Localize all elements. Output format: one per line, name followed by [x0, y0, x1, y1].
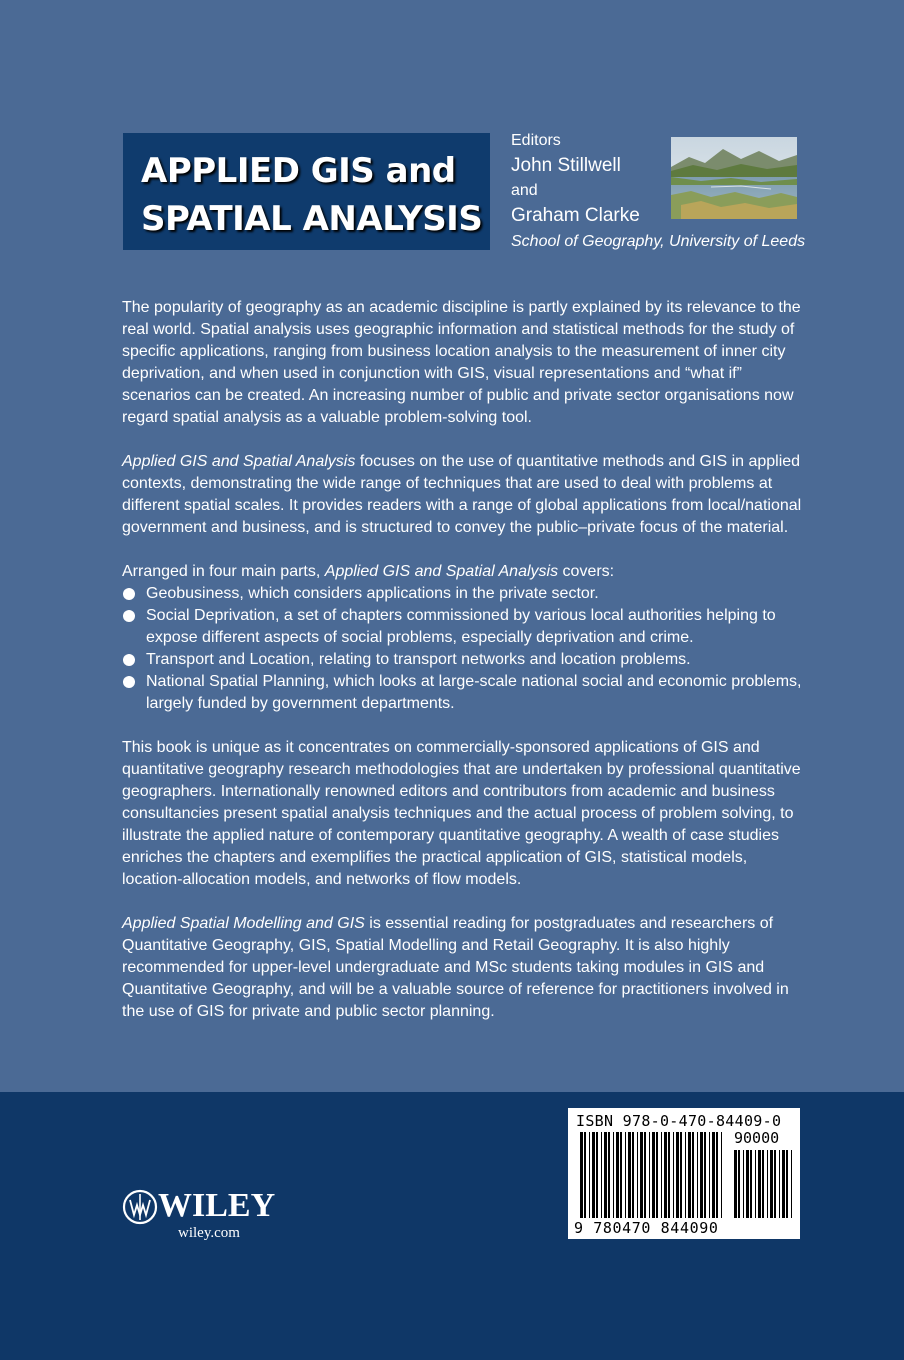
list-item — [122, 671, 802, 715]
paragraph-focus — [122, 451, 802, 539]
barcode-bar — [762, 1150, 764, 1218]
list-item-text: National Spatial Planning, which looks at large-scale national social and economic problems, largely funded by government departments. — [146, 673, 802, 712]
list-item — [122, 605, 802, 649]
barcode-bar — [770, 1150, 773, 1218]
barcode-bar — [743, 1150, 744, 1218]
description-body — [122, 297, 802, 1045]
landscape-photo — [671, 137, 797, 219]
barcode-bar — [782, 1150, 785, 1218]
barcode-bar — [640, 1132, 643, 1218]
barcode-bar — [755, 1150, 756, 1218]
book-title-reference: Applied GIS and Spatial Analysis — [122, 453, 356, 470]
barcode-bar — [608, 1132, 610, 1218]
barcode-bar — [668, 1132, 670, 1218]
book-title-line-1: APPLIED GIS and — [141, 151, 456, 191]
isbn-barcode — [568, 1108, 800, 1239]
barcode-bar — [774, 1150, 776, 1218]
list-item-text: Social Deprivation, a set of chapters commissioned by various local authorities helping to expose different aspects of social problems, especially deprivation and crime. — [146, 607, 776, 646]
barcode-bar — [746, 1150, 749, 1218]
publisher-url: wiley.com — [178, 1225, 240, 1241]
bullet-icon — [123, 654, 135, 666]
barcode-bar — [688, 1132, 691, 1218]
barcode-bar — [589, 1132, 590, 1218]
editor-name-1: John Stillwell — [511, 155, 621, 176]
list-item-text: Geobusiness, which considers applications in the private sector. — [146, 585, 599, 602]
parts-list — [122, 583, 802, 715]
parts-intro — [122, 561, 802, 583]
book-title-line-2: SPATIAL ANALYSIS — [141, 199, 483, 239]
list-item — [122, 583, 802, 605]
barcode-bar — [758, 1150, 761, 1218]
editors-conjunction: and — [511, 182, 538, 199]
isbn-number: ISBN 978-0-470-84409-0 — [576, 1112, 782, 1130]
barcode-bar — [652, 1132, 655, 1218]
barcode-bar — [673, 1132, 674, 1218]
barcode-bar — [584, 1132, 586, 1218]
barcode-bar — [656, 1132, 658, 1218]
paragraph-unique: This book is unique as it concentrates on commercially-sponsored applications of GIS and quantitative geography research methodologies that are undertaken by professional quantitative geographers. Internationally renowned editors and contributors from academic and business consultancies present spatial analysis techniques and the actual process of problem solving, to illustrate the applied nature of contemporary quantitative geography. A wealth of case studies enriches the chapters and exemplifies the practical application of GIS, statistical models, location-allocation models, and networks of flow models. — [122, 739, 801, 888]
barcode-bar — [685, 1132, 686, 1218]
barcode-bar — [721, 1132, 722, 1218]
list-item — [122, 649, 802, 671]
wiley-emblem-icon — [122, 1188, 158, 1226]
barcode-bar — [601, 1132, 602, 1218]
barcode-bar — [700, 1132, 703, 1218]
barcode-bar — [676, 1132, 679, 1218]
editor-name-2: Graham Clarke — [511, 205, 640, 226]
barcode-bar — [616, 1132, 619, 1218]
paragraph-focus-text: focuses on the use of quantitative methods and GIS in applied contexts, demonstrating the wide range of techniques that are used to deal with problems at different spatial scales. It provides readers with a range of global applications from local/national government and business, and is structured to convey the public–private focus of the material. — [122, 453, 802, 536]
publisher-logo — [122, 1186, 292, 1246]
book-title-reference: Applied Spatial Modelling and GIS — [122, 915, 365, 932]
barcode-digits: 9 780470 844090 — [574, 1219, 719, 1237]
bullet-icon — [123, 610, 135, 622]
barcode-bar — [786, 1150, 788, 1218]
barcode-bar — [791, 1150, 792, 1218]
barcode-bar — [697, 1132, 698, 1218]
editors-label: Editors — [511, 132, 561, 149]
paragraph-audience-text: is essential reading for postgraduates and researchers of Quantitative Geography, GIS, Spatial Modelling and Retail Geography. It is also highly recommended for upper-level undergraduate and MSc students taking modules in GIS and Quantitative Geography, and will be a valuable source of reference for practitioners involved in the use of GIS for private and public sector planning. — [122, 915, 789, 1020]
publisher-name: WILEY — [158, 1187, 276, 1224]
editors-affiliation: School of Geography, University of Leeds — [511, 233, 806, 250]
barcode-bar — [625, 1132, 626, 1218]
barcode-bar — [604, 1132, 607, 1218]
barcode-bar — [580, 1132, 583, 1218]
paragraph-intro: The popularity of geography as an academic discipline is partly explained by its relevance to the real world. Spatial analysis uses geographic information and statistical methods for the study of specific applications, ranging from business location analysis to the measurement of inner city deprivation, and when used in conjunction with GIS, visual representations and “what if” scenarios can be created. An increasing number of public and private sector organisations now regard spatial analysis as a valuable problem-solving tool. — [122, 299, 801, 426]
paragraph-audience — [122, 913, 802, 1023]
barcode-bar — [637, 1132, 638, 1218]
barcode-bar — [596, 1132, 598, 1218]
barcode-bar — [712, 1132, 715, 1218]
book-title-reference: Applied GIS and Spatial Analysis — [324, 563, 559, 580]
barcode-bar — [644, 1132, 646, 1218]
barcode-bar — [692, 1132, 694, 1218]
barcode-bar — [613, 1132, 614, 1218]
barcode-bar — [709, 1132, 710, 1218]
barcode-bar — [664, 1132, 667, 1218]
barcode-bar — [750, 1150, 752, 1218]
barcode-bar — [704, 1132, 706, 1218]
barcode-bar — [767, 1150, 768, 1218]
title-box — [123, 133, 490, 250]
barcode-bar — [680, 1132, 682, 1218]
barcode-bar — [779, 1150, 780, 1218]
parts-intro-lead: Arranged in four main parts, — [122, 563, 325, 580]
bullet-icon — [123, 676, 135, 688]
barcode-bar — [628, 1132, 631, 1218]
barcode-bar — [649, 1132, 650, 1218]
barcode-bar — [738, 1150, 740, 1218]
barcode-bar — [620, 1132, 622, 1218]
barcode-bar — [661, 1132, 662, 1218]
barcode-bar — [716, 1132, 718, 1218]
bullet-icon — [123, 588, 135, 600]
barcode-price-code: 90000 — [734, 1129, 780, 1147]
barcode-bar — [592, 1132, 595, 1218]
barcode-bar — [632, 1132, 634, 1218]
parts-intro-tail: covers: — [558, 563, 615, 580]
barcode-bar — [734, 1150, 737, 1218]
list-item-text: Transport and Location, relating to transport networks and location problems. — [146, 651, 691, 668]
